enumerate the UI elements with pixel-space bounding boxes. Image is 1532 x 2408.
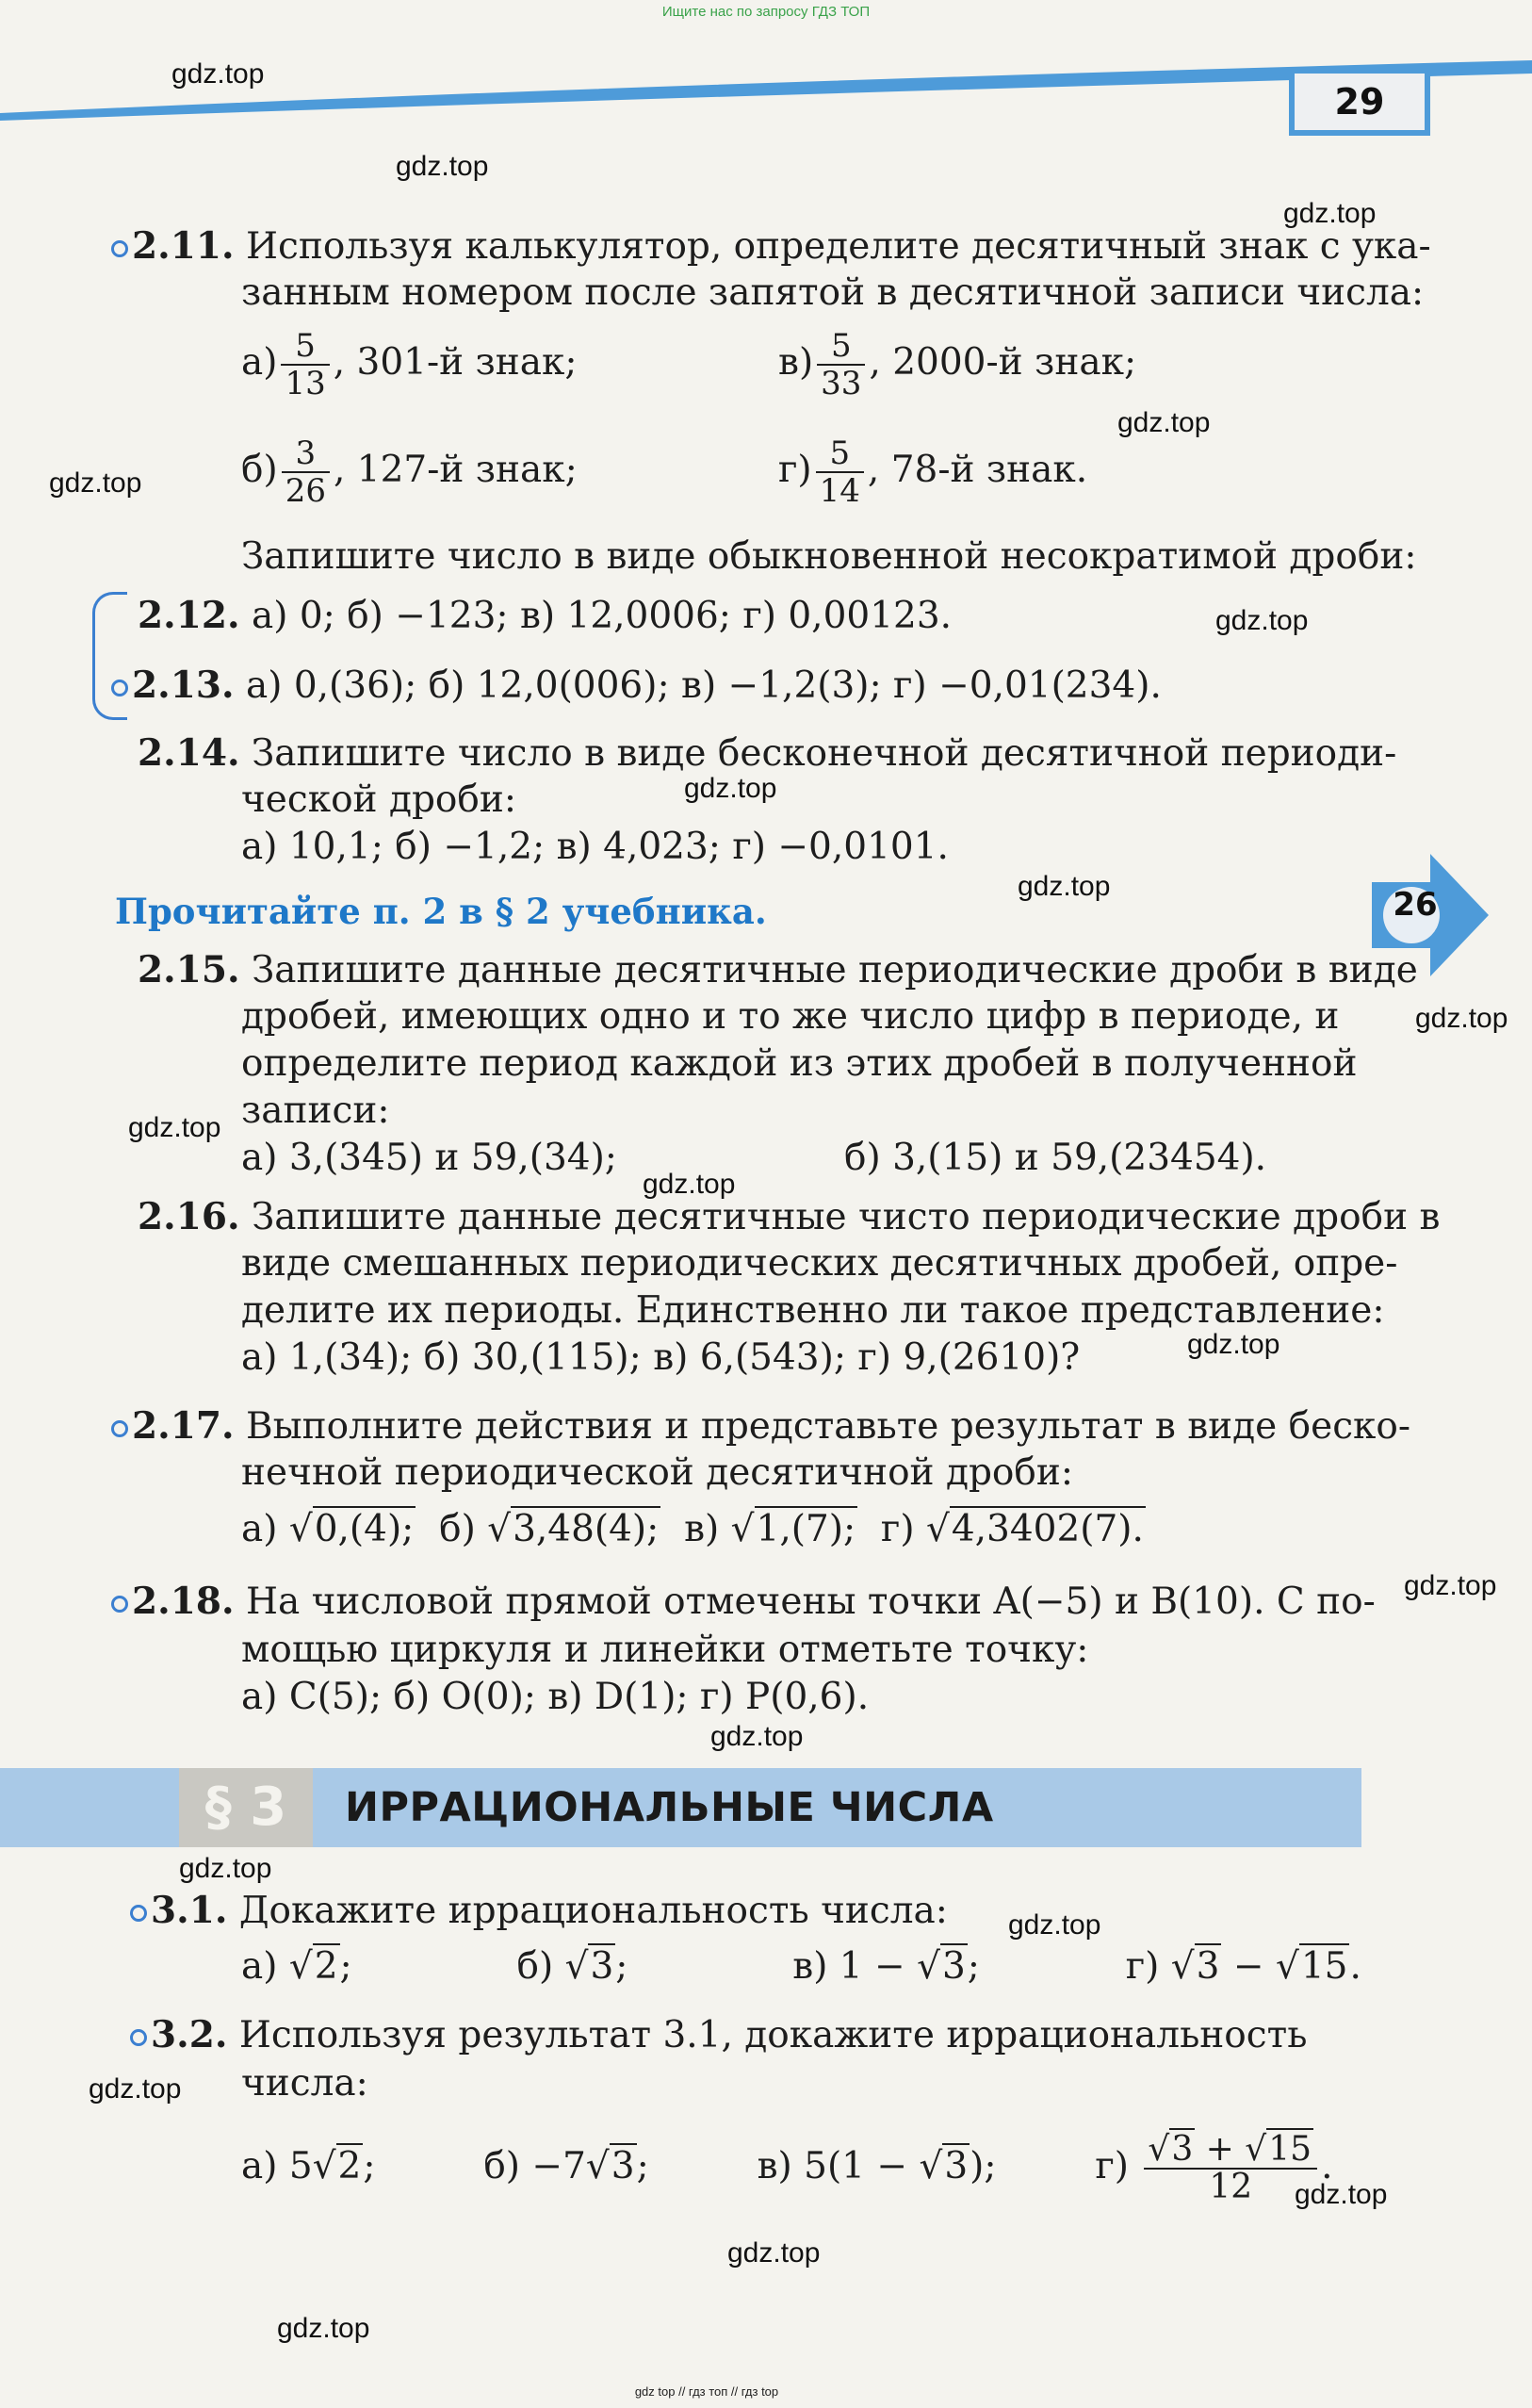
task-3-1-line1: 3.1. Докажите иррациональность числа: (130, 1887, 948, 1935)
task-group-intro: Запишите число в виде обыкновенной несократимой дроби: (241, 535, 1417, 578)
task-2-15-line1: 2.15. Запишите данные десятичные периодические дроби в виде (138, 948, 1418, 991)
fraction: $\frac{5}{14}$ (816, 435, 864, 509)
task-2-11-option-b: б) $\frac{3}{26}$ , 127-й знак; (241, 434, 578, 510)
task-2-15-option-a: а) 3,(345) и 59,(34); (241, 1137, 617, 1179)
task-2-18-line1: 2.18. На числовой прямой отмечены точки A(−5) и B(10). С по- (111, 1578, 1376, 1626)
task-3-2-line2: числа: (241, 2062, 368, 2105)
page-reference-number: 26 (1393, 886, 1438, 924)
task-2-16-line4: а) 1,(34); б) 30,(115); в) 6,(543); г) 9,(2610)? (241, 1336, 1081, 1379)
difficulty-circle-icon (111, 1596, 128, 1613)
page-number: 29 (1289, 68, 1430, 136)
watermark: gdz.top (128, 1112, 221, 1143)
watermark: gdz.top (684, 773, 777, 804)
task-3-1-options: а) √2; б) √3; в) 1 − √3; г) √3 − √15. (241, 1945, 1361, 1988)
difficulty-circle-icon (111, 1420, 128, 1437)
task-3-2-line1: 3.2. Используя результат 3.1, докажите иррациональность (130, 2011, 1307, 2059)
watermark: gdz.top (1295, 2179, 1388, 2210)
task-2-18-line2: мощью циркуля и линейки отметьте точку: (241, 1629, 1089, 1671)
task-2-15-line2: дробей, имеющих одно и то же число цифр в периоде, и (241, 995, 1340, 1038)
read-textbook-note: Прочитайте п. 2 в § 2 учебника. (115, 891, 767, 932)
watermark: gdz.top (277, 2313, 370, 2344)
task-2-17-line1: 2.17. Выполните действия и представьте результат в виде беско- (111, 1402, 1410, 1450)
watermark: gdz.top (179, 1853, 272, 1884)
task-2-11-option-g: г) $\frac{5}{14}$ , 78-й знак. (778, 434, 1088, 510)
task-2-17-line2: нечной периодической десятичной дроби: (241, 1451, 1074, 1494)
task-2-14-line2: ческой дроби: (241, 778, 517, 821)
watermark: gdz.top (727, 2237, 821, 2269)
difficulty-circle-icon (111, 680, 128, 696)
watermark: gdz.top (1187, 1329, 1280, 1360)
task-2-15-line3: определите период каждой из этих дробей в полученной (241, 1042, 1358, 1085)
task-2-17-options: а) √0,(4); б) √3,48(4); в) √1,(7); г) √4,3402(7). (241, 1508, 1144, 1550)
task-2-11-line1 (111, 222, 1431, 270)
task-2-11-option-a: а) $\frac{5}{13}$ , 301-й знак; (241, 327, 578, 402)
watermark: gdz.top (171, 58, 265, 90)
task-2-11-option-v: в) $\frac{5}{33}$ , 2000-й знак; (778, 327, 1137, 402)
radicand: 1,(7); (756, 1508, 856, 1550)
watermark: gdz.top (1404, 1570, 1497, 1601)
bottom-note: gdz top // гдз топ // гдз top (634, 2384, 779, 2399)
radicand: 4,3402(7). (951, 1508, 1144, 1550)
task-2-13: 2.13. а) 0,(36); б) 12,0(006); в) −1,2(3); г) −0,01(234). (111, 662, 1162, 710)
task-2-15-line4: записи: (241, 1089, 390, 1132)
task-2-16-line3: делите их периоды. Единственно ли такое представление: (241, 1289, 1385, 1332)
difficulty-circle-icon (130, 2029, 147, 2046)
watermark: gdz.top (49, 467, 142, 499)
task-2-15-option-b: б) 3,(15) и 59,(23454). (844, 1137, 1267, 1179)
fraction: $\frac{√3 + √15}{12}$ (1144, 2132, 1317, 2205)
task-number: 2.11. (132, 224, 235, 268)
watermark: gdz.top (89, 2073, 182, 2105)
watermark: gdz.top (1415, 1003, 1508, 1034)
section-title: ИРРАЦИОНАЛЬНЫЕ ЧИСЛА (345, 1784, 994, 1831)
task-2-16-line1: 2.16. Запишите данные десятичные чисто периодические дроби в (138, 1195, 1441, 1238)
task-2-14-line1: 2.14. Запишите число в виде бесконечной десятичной периоди- (138, 731, 1397, 775)
watermark: gdz.top (1283, 198, 1377, 229)
watermark: gdz.top (396, 151, 489, 182)
task-2-12: 2.12. а) 0; б) −123; в) 12,0006; г) 0,00123. (138, 594, 953, 637)
section-number: § 3 (204, 1777, 287, 1838)
task-2-14-line3: а) 10,1; б) −1,2; в) 4,023; г) −0,0101. (241, 826, 949, 868)
fraction: $\frac{5}{33}$ (817, 328, 865, 401)
task-2-11-line2: занным номером после запятой в десятичной записи числа: (241, 271, 1425, 314)
watermark: gdz.top (1008, 1909, 1101, 1941)
radicand: 0,(4); (314, 1508, 415, 1550)
task-2-18-line3: а) C(5); б) O(0); в) D(1); г) P(0,6). (241, 1676, 870, 1718)
fraction: $\frac{5}{13}$ (281, 328, 329, 401)
watermark: gdz.top (1117, 407, 1211, 438)
difficulty-circle-icon (130, 1905, 147, 1922)
difficulty-circle-icon (111, 240, 128, 257)
watermark: gdz.top (643, 1169, 736, 1200)
watermark: gdz.top (1215, 605, 1309, 636)
radicand: 3,48(4); (513, 1508, 660, 1550)
top-search-note: Ищите нас по запросу ГДЗ ТОП (661, 4, 871, 20)
watermark: gdz.top (710, 1721, 804, 1752)
task-2-16-line2: виде смешанных периодических десятичных дробей, опре- (241, 1242, 1398, 1285)
task-3-2-options: а) 5√2; б) −7√3; в) 5(1 − √3); г) $\frac{√3 + √15}{12}$ . (241, 2130, 1333, 2206)
watermark: gdz.top (1018, 871, 1111, 902)
fraction: $\frac{3}{26}$ (282, 435, 330, 509)
task-text: Используя калькулятор, определите десятичный знак с ука- (245, 225, 1431, 268)
